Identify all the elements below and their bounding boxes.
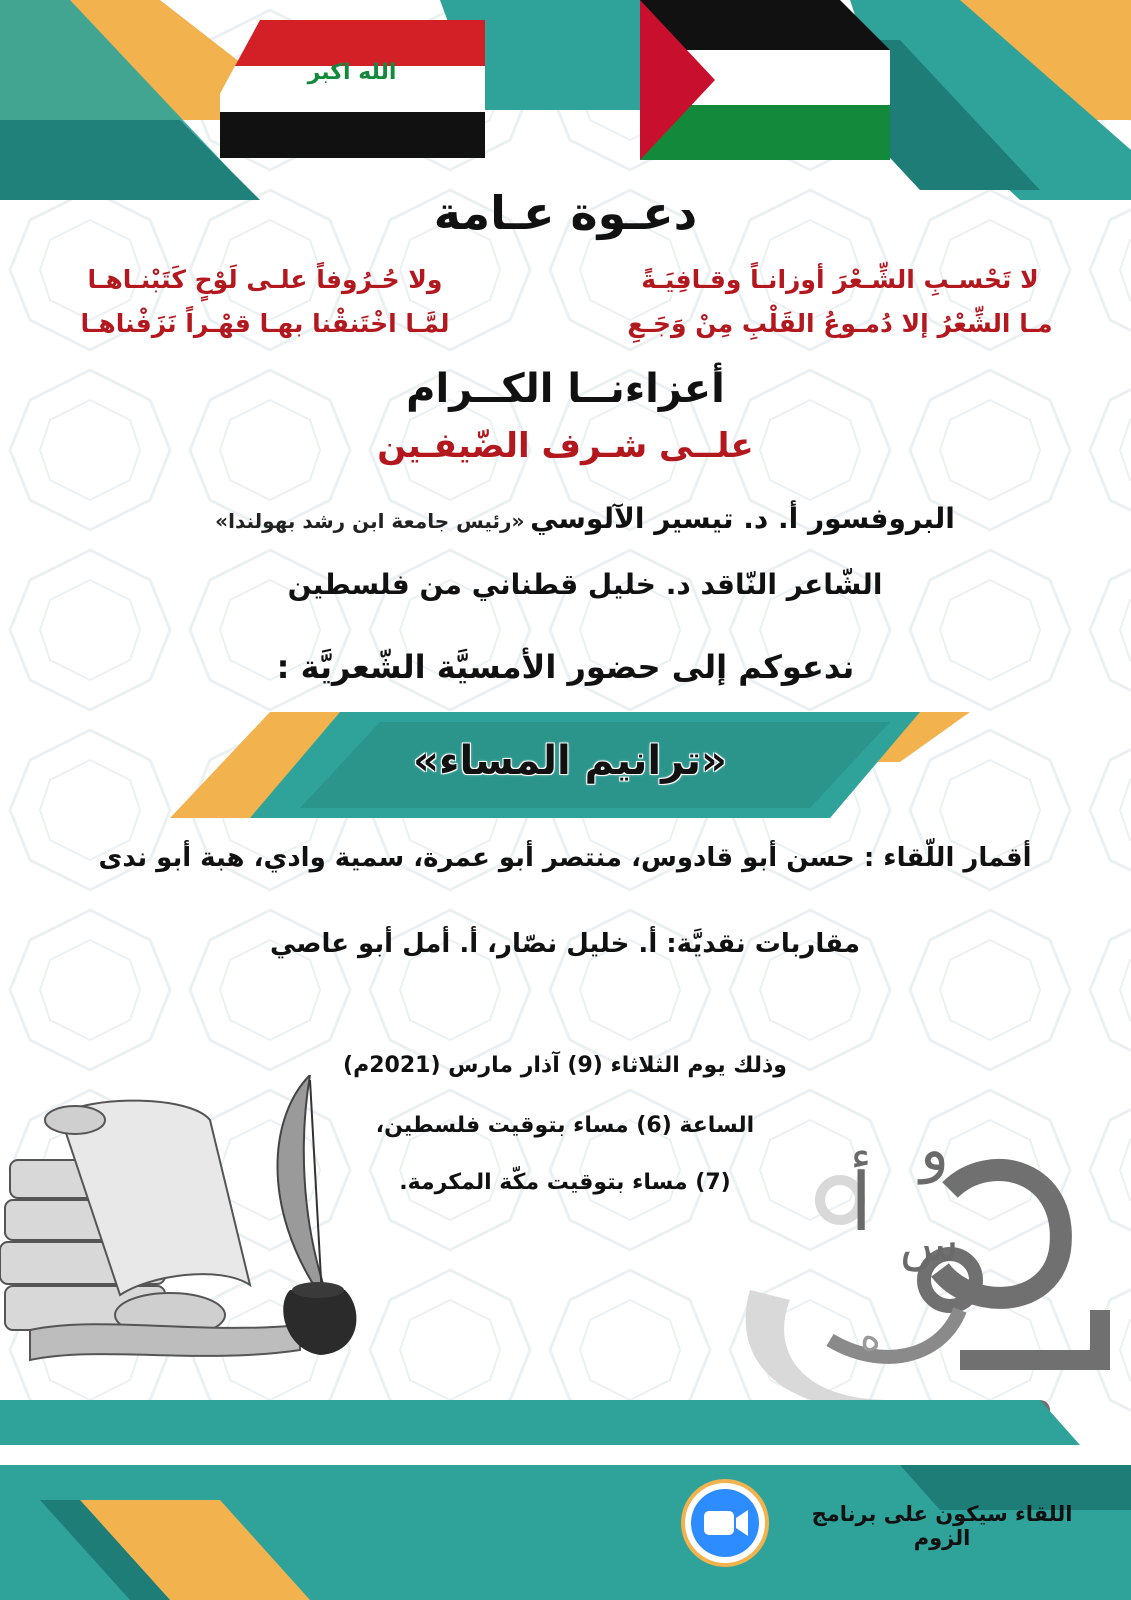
time-mecca-line: (7) مساء بتوقيت مكّة المكرمة. xyxy=(399,1170,731,1195)
feather-quill-icon xyxy=(278,1075,327,1297)
critics-line: مقاربات نقديَّة: أ. خليل نصّار، أ. أمل أبو عاصي xyxy=(270,929,860,959)
honor-line: علــى شـرف الضّيفـين xyxy=(377,426,754,466)
poem-left-stanza xyxy=(30,258,500,346)
top-decoration xyxy=(0,0,1131,200)
greeting: أعزاءنــا الكــرام xyxy=(406,366,725,412)
svg-text:س: س xyxy=(900,1216,959,1272)
iraq-flag xyxy=(220,20,485,158)
svg-text:ه: ه xyxy=(860,1314,881,1360)
participants-line: أقمار اللّقاء : حسن أبو قادوس، منتصر أبو عمرة، سمية وادي، هبة أبو ندى xyxy=(98,843,1032,873)
guest-row xyxy=(170,502,1000,535)
guest-title: «رئيس جامعة ابن رشد بهولندا» xyxy=(215,509,525,533)
poem-line: لمَّـا اخْتَنقْنا بهـا قهْـراً نَزَفْناهـا xyxy=(80,309,450,338)
bottom-decoration xyxy=(0,1390,1131,1600)
time-palestine-line: الساعة (6) مساء بتوقيت فلسطين، xyxy=(375,1113,755,1138)
iraq-flag-text: الله اكبر xyxy=(307,60,397,85)
event-title: «ترانيم المساء» xyxy=(413,738,727,784)
poem-right-stanza xyxy=(575,258,1105,346)
svg-text:أ: أ xyxy=(850,1156,873,1249)
svg-text:و: و xyxy=(920,1115,949,1185)
page-title: دعـوة عـامة xyxy=(433,186,698,240)
calligraphy-logo-icon xyxy=(720,1110,1120,1430)
date-line: وذلك يوم الثلاثاء (9) آذار مارس (2021م) xyxy=(343,1053,787,1078)
zoom-camera-icon xyxy=(680,1478,770,1568)
palestine-flag xyxy=(640,0,890,160)
zoom-note: اللقاء سيكون على برنامج الزوم xyxy=(811,1502,1073,1550)
scroll-books-icon xyxy=(0,1075,380,1375)
guest-name: البروفسور أ. د. تيسير الآلوسي xyxy=(530,502,955,535)
poem-line: لا تَحْسـبِ الشِّـعْرَ أوزانـاً وقـافِيَـةً xyxy=(641,265,1039,294)
poem-line: مـا الشِّعْرُ إلا دُمـوعُ القَلْبِ مِنْ وَجَـعِ xyxy=(627,309,1053,338)
invite-text: ندعوكم إلى حضور الأمسيَّة الشّعريَّة : xyxy=(276,648,855,686)
guest-name: الشّاعر النّاقد د. خليل قطناني من فلسطين xyxy=(287,568,883,601)
poem-line: ولا حُـرُوفاً علـى لَوْحٍ كَتَبْنـاهـا xyxy=(87,265,443,294)
